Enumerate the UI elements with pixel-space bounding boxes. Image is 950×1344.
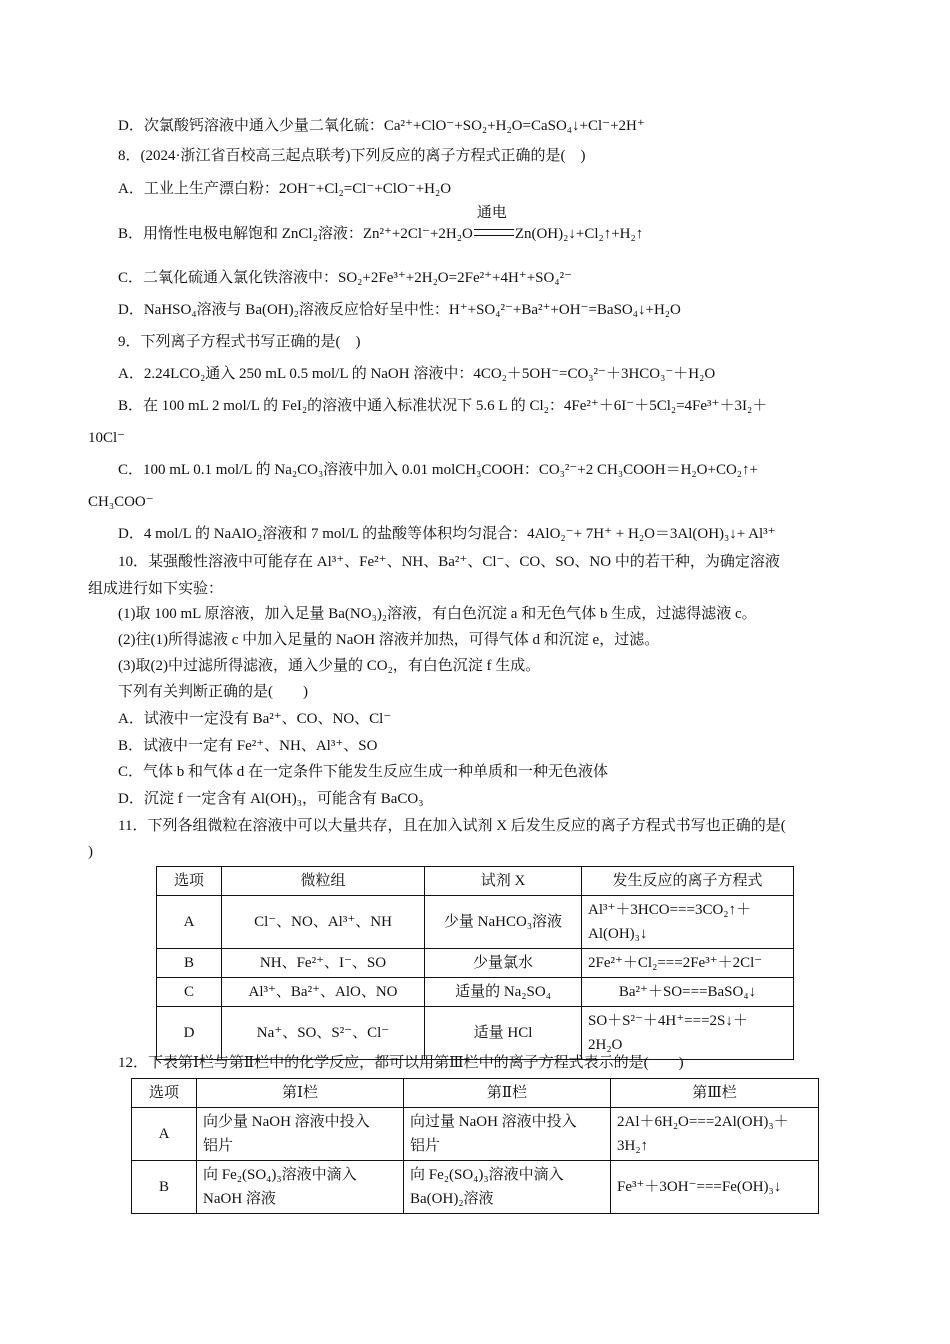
q8-option-c: C．二氧化硫通入氯化铁溶液中：SO₂+2Fe³⁺+2H₂O=2Fe²⁺+4H⁺+SO₄²⁻ xyxy=(118,270,573,286)
q12-table xyxy=(131,1078,819,1214)
q8-stem: 8．(2024·浙江省百校高三起点联考)下列反应的离子方程式正确的是( ) xyxy=(118,148,586,164)
table-row xyxy=(157,896,794,949)
table-header: 第Ⅰ栏 xyxy=(197,1079,404,1108)
table-row xyxy=(157,1007,794,1060)
table-cell: NH、Fe²⁺、I⁻、SO xyxy=(222,949,425,978)
table-cell: Na⁺、SO、S²⁻、Cl⁻ xyxy=(222,1007,425,1060)
q10-option-b: B．试液中一定有 Fe²⁺、NH、Al³⁺、SO xyxy=(118,738,378,754)
table-cell xyxy=(582,896,794,949)
table-header: 发生反应的离子方程式 xyxy=(582,867,794,896)
table-cell: B xyxy=(132,1161,197,1214)
equation-line: SO＋S²⁻＋4H⁺===2S↓＋ xyxy=(588,1013,748,1029)
q10-option-c: C．气体 b 和气体 d 在一定条件下能发生反应生成一种单质和一种无色液体 xyxy=(118,764,609,780)
q8-option-d: D．NaHSO₄溶液与 Ba(OH)₂溶液反应恰好呈中性：H⁺+SO₄²⁻+Ba²⁺+OH⁻=BaSO₄↓+H₂O xyxy=(118,302,681,318)
q8b-products: Zn(OH)₂↓+Cl₂↑+H₂↑ xyxy=(514,226,644,242)
table-cell: Al³⁺、Ba²⁺、AlO、NO xyxy=(222,978,425,1007)
q10-step-3: (3)取(2)中过滤所得滤液，通入少量的 CO₂，有白色沉淀 f 生成。 xyxy=(118,658,541,674)
table-cell: Ba²⁺＋SO===BaSO₄↓ xyxy=(582,978,794,1007)
cell-line: 向过量 NaOH 溶液中投入 xyxy=(410,1114,577,1130)
electrolysis-arrow xyxy=(473,203,515,244)
equation-line: Al³⁺＋3HCO===3CO₂↑＋ xyxy=(588,902,752,918)
table-header: 选项 xyxy=(157,867,222,896)
q9-option-b-line2: 10Cl⁻ xyxy=(88,430,126,446)
q11-table xyxy=(156,866,794,1060)
q11-stem-line2: ) xyxy=(88,844,93,860)
q9-stem: 9．下列离子方程式书写正确的是( ) xyxy=(118,334,361,350)
q9-option-c-line2: CH₃COO⁻ xyxy=(88,494,154,510)
table-row xyxy=(132,1108,819,1161)
q10-stem-line1: 10．某强酸性溶液中可能存在 Al³⁺、Fe²⁺、NH、Ba²⁺、Cl⁻、CO、SO、NO 中的若干种，为确定溶液 xyxy=(118,554,780,570)
table-cell: 适量的 Na₂SO₄ xyxy=(425,978,582,1007)
table-header-row xyxy=(157,867,794,896)
table-cell xyxy=(197,1108,404,1161)
table-cell: 适量 HCl xyxy=(425,1007,582,1060)
cell-line: 2Al＋6H₂O===2Al(OH)₃＋ xyxy=(617,1114,789,1130)
equation-line: 2H₂O xyxy=(588,1037,623,1053)
table-header-row xyxy=(132,1079,819,1108)
table-cell: C xyxy=(157,978,222,1007)
table-cell: D xyxy=(157,1007,222,1060)
table-cell: A xyxy=(157,896,222,949)
q9-option-b-line1: B．在 100 mL 2 mol/L 的 FeI₂的溶液中通入标准状况下 5.6 L 的 Cl₂：4Fe²⁺＋6I⁻＋5Cl₂=4Fe³⁺＋3I₂＋ xyxy=(118,398,768,414)
table-header: 选项 xyxy=(132,1079,197,1108)
q10-question: 下列有关判断正确的是( ) xyxy=(118,684,308,700)
table-cell xyxy=(582,1007,794,1060)
table-cell: 少量 NaHCO₃溶液 xyxy=(425,896,582,949)
table-cell xyxy=(611,1108,819,1161)
table-header: 试剂 X xyxy=(425,867,582,896)
table-header: 微粒组 xyxy=(222,867,425,896)
q12-stem: 12．下表第Ⅰ栏与第Ⅱ栏中的化学反应，都可以用第Ⅲ栏中的离子方程式表示的是( ) xyxy=(118,1055,684,1071)
q11-stem-line1: 11．下列各组微粒在溶液中可以大量共存，且在加入试剂 X 后发生反应的离子方程式书写也正确的是( xyxy=(118,818,786,834)
table-header: 第Ⅱ栏 xyxy=(404,1079,611,1108)
cell-line: 铝片 xyxy=(203,1138,234,1154)
table-cell: Cl⁻、NO、Al³⁺、NH xyxy=(222,896,425,949)
table-row xyxy=(157,949,794,978)
table-cell: 少量氯水 xyxy=(425,949,582,978)
table-cell xyxy=(197,1161,404,1214)
cell-line: 向少量 NaOH 溶液中投入 xyxy=(203,1114,370,1130)
table-cell: A xyxy=(132,1108,197,1161)
cell-line: NaOH 溶液 xyxy=(203,1191,276,1207)
q10-step-1: (1)取 100 mL 原溶液，加入足量 Ba(NO₃)₂溶液，有白色沉淀 a 和无色气体 b 生成，过滤得滤液 c。 xyxy=(118,606,757,622)
table-cell xyxy=(404,1108,611,1161)
electrolysis-condition: 通电 xyxy=(476,203,507,221)
table-row xyxy=(157,978,794,1007)
table-cell xyxy=(404,1161,611,1214)
q8b-reactants: B．用惰性电极电解饱和 ZnCl₂溶液：Zn²⁺+2Cl⁻+2H₂O xyxy=(118,226,473,242)
equation-line: Al(OH)₃↓ xyxy=(588,926,648,942)
cell-line: 向 Fe₂(SO₄)₃溶液中滴入 xyxy=(410,1167,564,1183)
cell-line: 向 Fe₂(SO₄)₃溶液中滴入 xyxy=(203,1167,357,1183)
cell-line: 铝片 xyxy=(410,1138,441,1154)
q9-option-c-line1: C．100 mL 0.1 mol/L 的 Na₂CO₃溶液中加入 0.01 molCH₃COOH：CO₃²⁻+2 CH₃COOH＝H₂O+CO₂↑+ xyxy=(118,462,758,478)
q10-option-a: A．试液中一定没有 Ba²⁺、CO、NO、Cl⁻ xyxy=(118,711,392,727)
cell-line: 3H₂↑ xyxy=(617,1138,649,1154)
q7-option-d: D．次氯酸钙溶液中通入少量二氧化硫：Ca²⁺+ClO⁻+SO₂+H₂O=CaSO₄↓+Cl⁻+2H⁺ xyxy=(118,118,645,134)
table-row xyxy=(132,1161,819,1214)
cell-line: Ba(OH)₂溶液 xyxy=(410,1191,494,1207)
q9-option-d: D．4 mol/L 的 NaAlO₂溶液和 7 mol/L 的盐酸等体积均匀混合：4AlO₂⁻+ 7H⁺ + H₂O＝3Al(OH)₃↓+ Al³⁺ xyxy=(118,526,776,542)
q10-option-d: D．沉淀 f 一定含有 Al(OH)₃，可能含有 BaCO₃ xyxy=(118,791,424,807)
table-cell: 2Fe²⁺＋Cl₂===2Fe³⁺＋2Cl⁻ xyxy=(582,949,794,978)
q8-option-a: A．工业上生产漂白粉：2OH⁻+Cl₂=Cl⁻+ClO⁻+H₂O xyxy=(118,181,452,197)
q8-option-b xyxy=(118,203,644,244)
q9-option-a: A．2.24LCO₂通入 250 mL 0.5 mol/L 的 NaOH 溶液中：4CO₂＋5OH⁻=CO₃²⁻＋3HCO₃⁻＋H₂O xyxy=(118,366,716,382)
table-cell: Fe³⁺＋3OH⁻===Fe(OH)₃↓ xyxy=(611,1161,819,1214)
table-header: 第Ⅲ栏 xyxy=(611,1079,819,1108)
table-cell: B xyxy=(157,949,222,978)
q10-stem-line2: 组成进行如下实验： xyxy=(88,581,224,597)
q10-step-2: (2)往(1)所得滤液 c 中加入足量的 NaOH 溶液并加热，可得气体 d 和沉淀 e，过滤。 xyxy=(118,632,660,648)
